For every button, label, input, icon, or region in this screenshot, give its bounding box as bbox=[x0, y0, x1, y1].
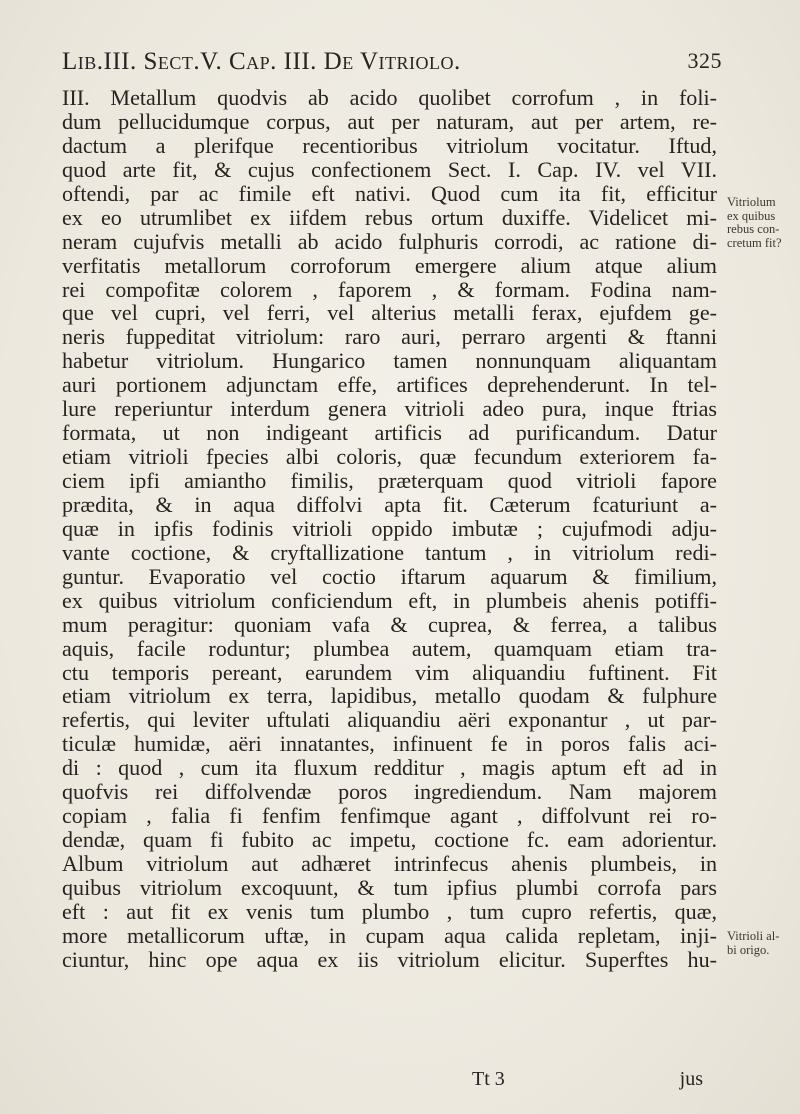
margin-note-line: cretum fit? bbox=[727, 235, 782, 250]
catchword: jus bbox=[679, 1068, 703, 1090]
body-text bbox=[62, 86, 717, 972]
text-line: verfitatis metallorum corroforum emergere alium atque alium bbox=[62, 252, 717, 278]
margin-note-line: ex quibus bbox=[727, 208, 776, 223]
signature-mark: Tt 3 bbox=[472, 1068, 505, 1090]
margin-note-line: rebus con- bbox=[727, 222, 780, 236]
text-line: ex quibus vitriolum conficiendum eft, in plumbeis ahenis potiffi- bbox=[62, 587, 717, 613]
text-line: que vel cupri, vel ferri, vel alterius metalli ferax, ejufdem ge- bbox=[62, 300, 717, 326]
margin-note-line: Vitrioli al- bbox=[727, 929, 780, 943]
text-line: prædita, & in aqua diffolvi apta fit. Cæterum fcaturiunt a- bbox=[62, 491, 717, 517]
text-line: ex eo utrumlibet ex iifdem rebus ortum duxiffe. Videlicet mi- bbox=[62, 204, 717, 230]
text-line: quod arte fit, & cujus confectionem Sect. I. Cap. IV. vel VII. bbox=[62, 156, 717, 182]
text-line: ciem ipfi amiantho fimilis, præterquam quod vitrioli fapore bbox=[62, 468, 717, 493]
margin-note-line: bi origo. bbox=[727, 942, 770, 957]
text-line: dendæ, quam fi fubito ac impetu, coctione fc. eam adorientur. bbox=[62, 827, 717, 853]
text-line: vante coctione, & cryftallizatione tantum , in vitriolum redi- bbox=[62, 539, 717, 565]
text-line: quibus vitriolum excoquunt, & tum ipfius plumbi corrofa pars bbox=[62, 874, 717, 900]
text-line: ctu temporis pereant, earundem vim aliquandiu fuftinent. Fit bbox=[62, 659, 717, 685]
text-line: etiam vitrioli fpecies albi coloris, quæ fecundum exteriorem fa- bbox=[62, 444, 717, 470]
text-line: neram cujufvis metalli ab acido fulphuris corrodi, ac ratione di- bbox=[62, 228, 717, 254]
text-line: mum peragitur: quoniam vafa & cuprea, & ferrea, a talibus bbox=[62, 611, 717, 637]
text-line: dum pellucidumque corpus, aut per naturam, aut per artem, re- bbox=[62, 108, 717, 134]
text-line: ticulæ humidæ, aëri innatantes, infinuent fe in poros falis aci- bbox=[62, 731, 717, 757]
text-line: quæ in ipfis fodinis vitrioli oppido imbutæ ; cujufmodi adju- bbox=[62, 515, 717, 541]
text-line: formata, ut non indigeant artificis ad purificandum. Datur bbox=[62, 420, 717, 446]
text-line: rei compofitæ colorem , faporem , & formam. Fodina nam- bbox=[62, 276, 717, 302]
text-line: lure reperiuntur interdum genera vitrioli adeo pura, inque ftrias bbox=[62, 396, 717, 422]
margin-note-line: Vitriolum bbox=[727, 195, 776, 209]
running-head: Lib.III. Sect.V. Cap. III. De Vitriolo. bbox=[62, 48, 461, 75]
text-line: aquis, facile roduntur; plumbea autem, quamquam etiam tra- bbox=[62, 635, 717, 661]
page-footer bbox=[62, 1068, 717, 1092]
text-line: habetur vitriolum. Hungarico tamen nonnunquam aliquantam bbox=[62, 348, 717, 374]
text-line: refertis, qui leviter uftulati aliquandiu aëri exponantur , ut par- bbox=[62, 707, 717, 733]
text-line: oftendi, par ac fimile eft nativi. Quod cum ita fit, efficitur bbox=[62, 180, 717, 206]
text-line: quofvis rei diffolvendæ poros ingrediendum. Nam majorem bbox=[62, 779, 717, 805]
text-line: guntur. Evaporatio vel coctio iftarum aquarum & fimilium, bbox=[62, 563, 717, 589]
page-number: 325 bbox=[687, 48, 722, 73]
page-header bbox=[62, 48, 722, 82]
margin-note-vitriolum bbox=[727, 196, 797, 250]
margin-note-vitrioli-albi bbox=[727, 930, 797, 957]
text-line: dactum a plerifque recentioribus vitriolum vocitatur. Iftud, bbox=[62, 132, 717, 158]
text-line: auri portionem adjunctam effe, artifices deprehenderunt. In tel- bbox=[62, 372, 717, 398]
text-line: eft : aut fit ex venis tum plumbo , tum cupro refertis, quæ, bbox=[62, 898, 717, 924]
text-line: di : quod , cum ita fluxum redditur , magis aptum eft ad in bbox=[62, 755, 717, 781]
text-line: etiam vitriolum ex terra, lapidibus, metallo quodam & fulphure bbox=[62, 683, 717, 709]
text-line: III. Metallum quodvis ab acido quolibet corrofum , in foli- bbox=[62, 85, 717, 110]
text-line: copiam , falia fi fenfim fenfimque agant , diffolvunt rei ro- bbox=[62, 803, 717, 829]
text-line: more metallicorum uftæ, in cupam aqua calida repletam, inji- bbox=[62, 922, 717, 948]
text-line: Album vitriolum aut adhæret intrinfecus ahenis plumbeis, in bbox=[62, 851, 717, 876]
text-line: ciuntur, hinc ope aqua ex iis vitriolum elicitur. Superftes hu- bbox=[62, 946, 717, 972]
text-line: neris fuppeditat vitriolum: raro auri, perraro argenti & ftanni bbox=[62, 324, 717, 350]
